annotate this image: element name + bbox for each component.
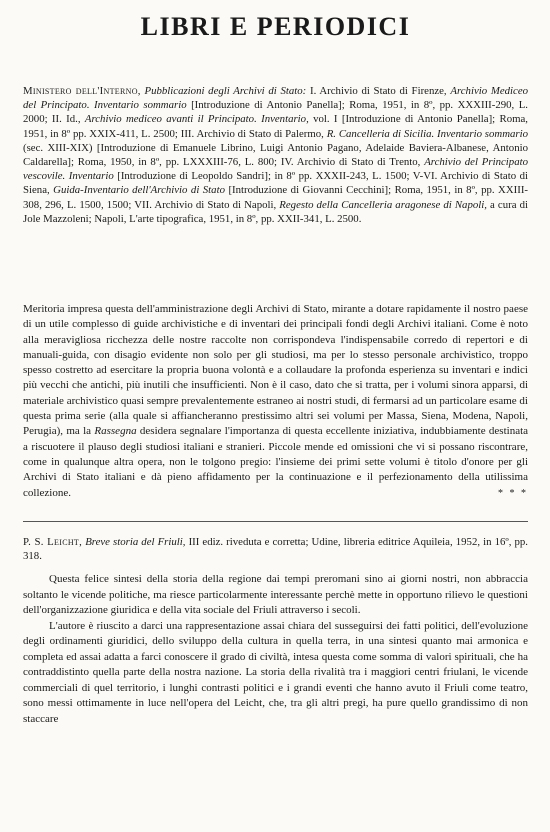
review-body-2 bbox=[23, 572, 528, 727]
entry-author: Ministero dell'Interno, bbox=[23, 85, 141, 97]
review-text: desidera segnalare l'importanza di questa eccellente iniziativa, indubbiamente destinata a riscuotere il plauso degli studiosi italiani e stranieri. Piccole mende ed omissioni che vi si possano riscontrare, come in qualunque altra opera, non le tolgono pregio: l'insieme dei primi sette volumi è titolo d'onore per gli Archivi di Stato italiani e dà pieno affidamento per la continuazione e il perfezionamento della utilissima collezione. bbox=[23, 425, 529, 499]
review-text: Meritoria impresa questa dell'amministrazione degli Archivi di Stato, mirante a dotare rapidamente il nostro paese di un utile complesso di guide archivistiche e di inventari dei principali fondi degli Archivi italiani. Come è noto alla meravigliosa ricchezza delle nostre raccolte non corrispondeva l'indispensabile corredo di repertori e di manuali-guida, con disagio evidente non solo per gli studiosi, ma per lo stesso personale archivistico, troppo spesso costretto ad esercitare la propria buona volontà e a collaudare la profonda esperienza su inventari e indici più vecchi che antichi, più inutili che insufficienti. Non è il caso, dato che si tratta, per i volumi sinora apparsi, di materiale archivistico quasi sempre prevalentemente estraneo ai nostri studi, di fermarsi ad un particolare esame di questa prima serie (alla quale si affiancheranno prestissimo altri sei volumi per Massa, Siena, Modena, Napoli, Perugia), ma la bbox=[23, 303, 528, 438]
entry-title: Archivio mediceo avanti il Principato. Inventario, bbox=[84, 113, 309, 126]
entry-text: III ediz. riveduta e corretta; Udine, libreria editrice Aquileia, 1952, in 16º, pp. 318. bbox=[23, 536, 529, 563]
entry-text: a cura di Jole Mazzoleni; Napoli, L'arte tipografica, 1951, in 8º, pp. XXII-341, L. 2500. bbox=[23, 198, 528, 225]
review-paragraph-1 bbox=[23, 302, 528, 501]
entry-text: [Introduzione di Giovanni Cecchini]; Roma, 1951, in 8º, pp. XXIII-308, 296, L. 1500, 1500; VII. Archivio di Stato di Napoli, bbox=[23, 184, 529, 211]
entry-text: [Introduzione di Leopoldo Sandri]; in 8º pp. XXXII-243, L. 1500; V-VI. Archivio di Stato di Siena, bbox=[23, 170, 528, 197]
entry-title: Breve storia del Friuli, bbox=[85, 536, 186, 548]
entry-title: Archivio del Principato vescovile. Inventario bbox=[23, 156, 528, 183]
entry-text: vol. I [Introduzione di Antonio Panella]; Roma, 1951, in 8º pp. XXIX-411, L. 2500; III. Archivio di Stato di Palermo, bbox=[23, 113, 528, 140]
entry-title: Regesto della Cancelleria aragonese di Napoli, bbox=[279, 198, 487, 211]
entry-title: R. Cancelleria di Sicilia. Inventario sommario bbox=[326, 127, 528, 140]
section-divider bbox=[23, 521, 528, 522]
section-end-stars: * * * bbox=[498, 487, 528, 499]
review-paragraph: L'autore è riuscito a darci una rappresentazione assai chiara del susseguirsi dei fatti politici, dell'evoluzione degli ordinamenti giuridici, dello sviluppo della cultura in quella terra, in una sintesi quanto mai armonica e completa ed assai adatta a farci conoscere il grado di civiltà, intesa questa come somma di valori spirituali, che ha contraddistinto quella parte della nostra nazione. La storia della rivalità tra i maggiori centri friulani, le vicende commerciali di quel territorio, i lunghi contrasti politici e i grandi eventi che hanno avuto il Friuli come teatro, sono messi ottimamente in luce nell'opera del Leicht, che, tra gli altri pregi, ha pure quello grandissimo di non staccare bbox=[23, 619, 528, 725]
bibliographic-entry-2 bbox=[23, 535, 528, 563]
entry-author: P. S. Leicht, bbox=[23, 536, 83, 548]
journal-name: Rassegna bbox=[94, 425, 137, 438]
entry-text: (sec. XIII-XIX) [Introduzione di Emanuele Librino, Luigi Antonio Pagano, Adelaide Baviera-Albanese, Antonio Caldarella]; Roma, 1950, in 8º, pp. LXXXIII-76, L. 800; IV. Archivio di Stato di Trento, bbox=[23, 141, 528, 169]
entry-title: Guida-Inventario dell'Archivio di Stato bbox=[53, 184, 225, 197]
entry-text: [Introduzione di Antonio Panella]; Roma, 1951, in 8º, pp. XXXIII-290, L. 2000; II. Id., bbox=[23, 99, 529, 126]
entry-series-title: Pubblicazioni degli Archivi di Stato: bbox=[144, 85, 307, 97]
page-heading: LIBRI E PERIODICI bbox=[140, 12, 411, 41]
entry-title: Archivio Mediceo del Principato. Inventario sommario bbox=[23, 85, 529, 112]
entry-text: I. Archivio di Stato di Firenze, bbox=[309, 85, 447, 97]
review-paragraph: Questa felice sintesi della storia della regione dai tempi preromani sino ai giorni nostri, non abbraccia soltanto le vicende politiche, ma riesce particolarmente interessante perchè mette in opportuno rilievo le questioni dell'organizzazione giuridica e della vita sociale del Friuli attraverso i secoli. bbox=[23, 573, 528, 616]
bibliographic-entry-1 bbox=[23, 84, 528, 226]
